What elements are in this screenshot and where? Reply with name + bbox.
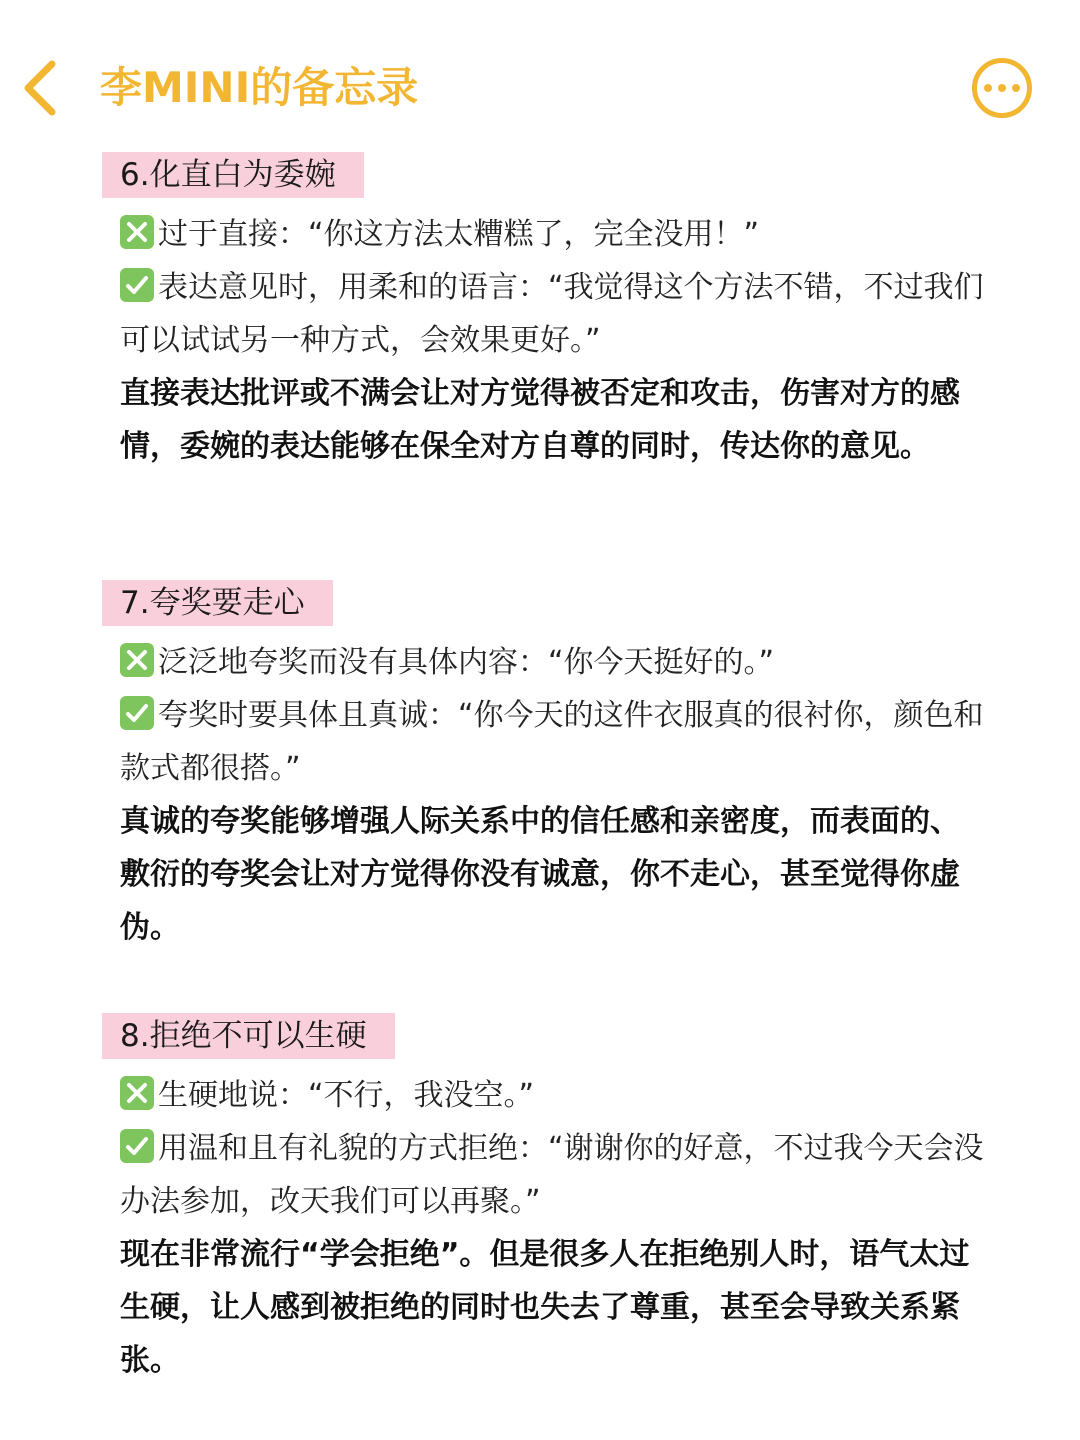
good-example: 夸奖时要具体且真诚：“你今天的这件衣服真的很衬你，颜色和款式都很搭。” bbox=[120, 698, 984, 786]
page-title: 李MINI的备忘录 bbox=[100, 63, 419, 112]
explanation: 直接表达批评或不满会让对方觉得被否定和攻击，伤害对方的感情，委婉的表达能够在保全对方自尊的同时，传达你的意见。 bbox=[120, 376, 960, 464]
explanation: 真诚的夸奖能够增强人际关系中的信任感和亲密度，而表面的、敷衍的夸奖会让对方觉得你没有诚意，你不走心，甚至觉得你虚伪。 bbox=[120, 804, 960, 945]
section-8 bbox=[0, 1013, 1080, 1387]
bad-example: 生硬地说：“不行，我没空。” bbox=[120, 1069, 984, 1122]
chevron-left-icon bbox=[18, 58, 68, 118]
bad-example: 泛泛地夸奖而没有具体内容：“你今天挺好的。” bbox=[120, 636, 984, 689]
more-horizontal-icon bbox=[984, 84, 992, 92]
bad-example: 过于直接：“你这方法太糟糕了，完全没用！” bbox=[120, 208, 984, 261]
top-bar bbox=[0, 0, 1080, 150]
cross-mark-icon bbox=[120, 643, 154, 677]
section-7 bbox=[0, 580, 1080, 954]
section-title: 7.夸奖要走心 bbox=[102, 580, 333, 626]
section-6 bbox=[0, 152, 1080, 473]
section-title: 6.化直白为委婉 bbox=[102, 152, 364, 198]
cross-mark-icon bbox=[120, 215, 154, 249]
good-example: 用温和且有礼貌的方式拒绝：“谢谢你的好意，不过我今天会没办法参加，改天我们可以再聚。” bbox=[120, 1131, 984, 1219]
check-mark-icon bbox=[120, 696, 154, 730]
explanation: 现在非常流行“学会拒绝”。但是很多人在拒绝别人时，语气太过生硬，让人感到被拒绝的同时也失去了尊重，甚至会导致关系紧张。 bbox=[120, 1237, 970, 1378]
section-title: 8.拒绝不可以生硬 bbox=[102, 1013, 395, 1059]
good-example: 表达意见时，用柔和的语言：“我觉得这个方法不错，不过我们可以试试另一种方式，会效果更好。” bbox=[120, 270, 984, 358]
check-mark-icon bbox=[120, 268, 154, 302]
more-options-button[interactable] bbox=[972, 58, 1032, 118]
back-button[interactable] bbox=[18, 58, 68, 118]
cross-mark-icon bbox=[120, 1076, 154, 1110]
check-mark-icon bbox=[120, 1129, 154, 1163]
